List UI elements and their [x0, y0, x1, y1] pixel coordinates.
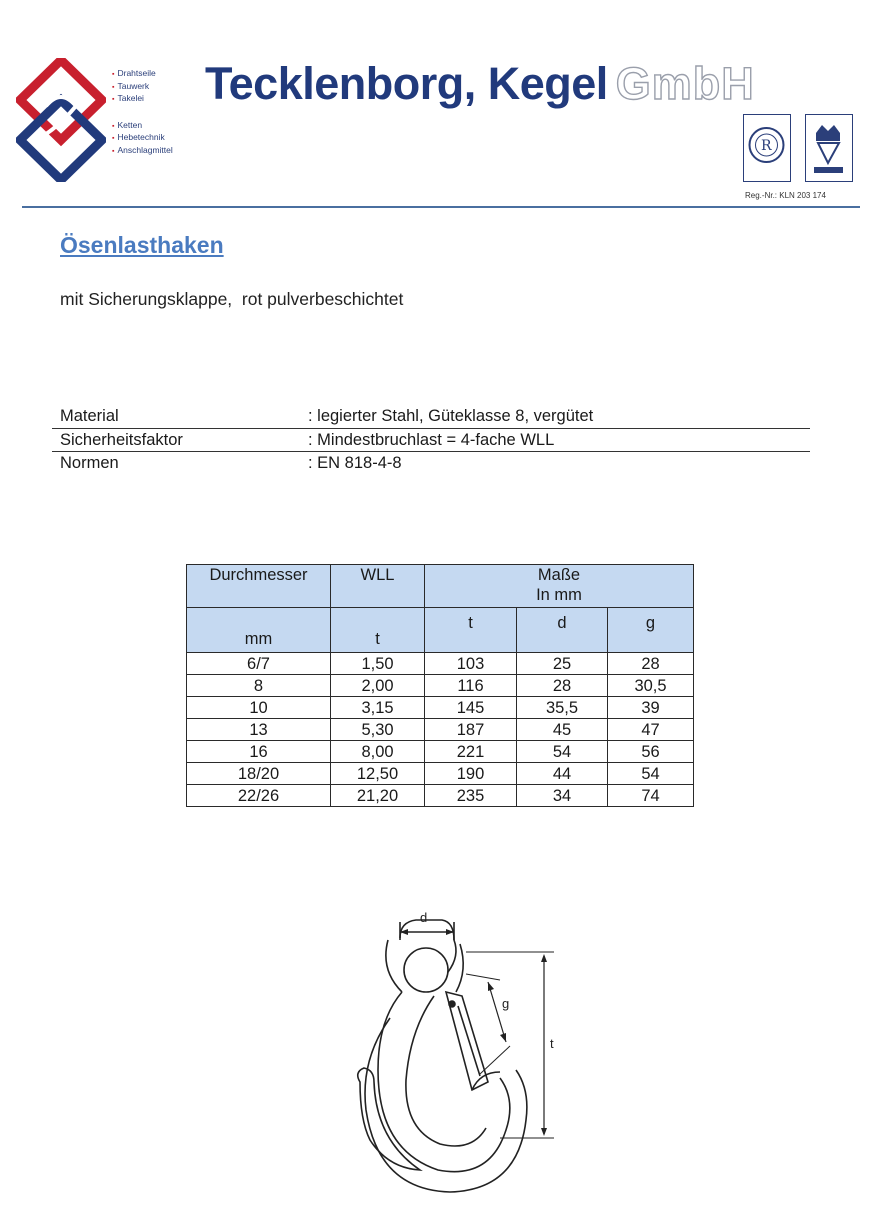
table-cell: 145 [425, 697, 517, 719]
table-cell: 34 [517, 785, 608, 807]
header-dimensions-label: Maße [537, 566, 581, 584]
table-cell: 39 [608, 697, 694, 719]
table-row [187, 653, 694, 675]
table-cell: 116 [425, 675, 517, 697]
ukas-crown-icon [805, 114, 853, 182]
spec-row-standards [52, 452, 810, 475]
spec-label: Sicherheitsfaktor [60, 430, 183, 449]
drawing-label-g: g [502, 996, 510, 1011]
table-cell: 1,50 [331, 653, 425, 675]
table-cell: 8,00 [331, 741, 425, 763]
table-row [187, 763, 694, 785]
product-subtitle: mit Sicherungsklappe, rot pulverbeschichtet [60, 289, 404, 309]
table-cell: 10 [187, 697, 331, 719]
company-name [205, 58, 755, 110]
service-item: ▪ Tauwerk [112, 81, 173, 94]
table-cell: 103 [425, 653, 517, 675]
header-diameter-unit: mm [187, 608, 331, 653]
registration-number: Reg.-Nr.: KLN 203 174 [745, 191, 826, 200]
svg-text:R: R [761, 138, 772, 154]
table-cell: 35,5 [517, 697, 608, 719]
hook-drawing [330, 900, 570, 1200]
table-cell: 13 [187, 719, 331, 741]
table-row [187, 741, 694, 763]
spec-label: Material [60, 407, 119, 425]
table-cell: 190 [425, 763, 517, 785]
company-suffix: GmbH [615, 58, 755, 109]
header-g: g [608, 608, 694, 653]
page-title: Ösenlasthaken [60, 232, 224, 258]
header-dimensions [425, 565, 694, 608]
table-cell: 12,50 [331, 763, 425, 785]
drawing-label-t: t [550, 1036, 554, 1051]
table-cell: 54 [517, 741, 608, 763]
header-dimensions-unit: In mm [536, 586, 582, 604]
table-cell: 22/26 [187, 785, 331, 807]
table-body [187, 653, 694, 807]
company-logo [16, 58, 106, 182]
service-item: ▪ Takelei [112, 93, 173, 106]
table-cell: 8 [187, 675, 331, 697]
spec-label: Normen [60, 454, 119, 472]
spec-value: : legierter Stahl, Güteklasse 8, vergütet [308, 407, 594, 425]
spec-list [52, 405, 810, 475]
service-list [112, 68, 173, 171]
table-row [187, 675, 694, 697]
table-cell: 44 [517, 763, 608, 785]
service-item: ▪ Ketten [112, 120, 173, 133]
table-cell: 5,30 [331, 719, 425, 741]
table-row [187, 697, 694, 719]
table-cell: 30,5 [608, 675, 694, 697]
table-cell: 45 [517, 719, 608, 741]
eye-hook-icon [330, 900, 570, 1200]
header-t: t [425, 608, 517, 653]
table-row [187, 785, 694, 807]
table-cell: 25 [517, 653, 608, 675]
table-cell: 54 [608, 763, 694, 785]
service-item: ▪ Drahtseile [112, 68, 173, 81]
company-name-text: Tecklenborg, Kegel [205, 58, 608, 109]
table-cell: 221 [425, 741, 517, 763]
table-cell: 21,20 [331, 785, 425, 807]
service-item: ▪ Anschlagmittel [112, 145, 173, 158]
spec-value: : Mindestbruchlast = 4-fache WLL [308, 430, 555, 449]
table-cell: 3,15 [331, 697, 425, 719]
table-cell: 18/20 [187, 763, 331, 785]
spec-value: : EN 818-4-8 [308, 454, 402, 472]
table-row [187, 719, 694, 741]
table-cell: 28 [517, 675, 608, 697]
table-cell: 47 [608, 719, 694, 741]
header-d: d [517, 608, 608, 653]
table-cell: 2,00 [331, 675, 425, 697]
spec-row-safety-factor [52, 429, 810, 453]
table-cell: 56 [608, 741, 694, 763]
table-cell: 6/7 [187, 653, 331, 675]
table-cell: 28 [608, 653, 694, 675]
header-wll-unit: t [331, 608, 425, 653]
certification-seals [743, 114, 853, 188]
header-divider [22, 206, 860, 208]
service-item: ▪ Hebetechnik [112, 132, 173, 145]
header-wll: WLL [331, 565, 425, 608]
table-cell: 187 [425, 719, 517, 741]
drawing-label-d: d [420, 910, 428, 925]
table-cell: 16 [187, 741, 331, 763]
table-cell: 235 [425, 785, 517, 807]
table-cell: 74 [608, 785, 694, 807]
spec-row-material [52, 405, 810, 429]
certification-seal-icon [743, 114, 791, 182]
header-diameter: Durchmesser [187, 565, 331, 608]
dimensions-table [186, 564, 694, 807]
